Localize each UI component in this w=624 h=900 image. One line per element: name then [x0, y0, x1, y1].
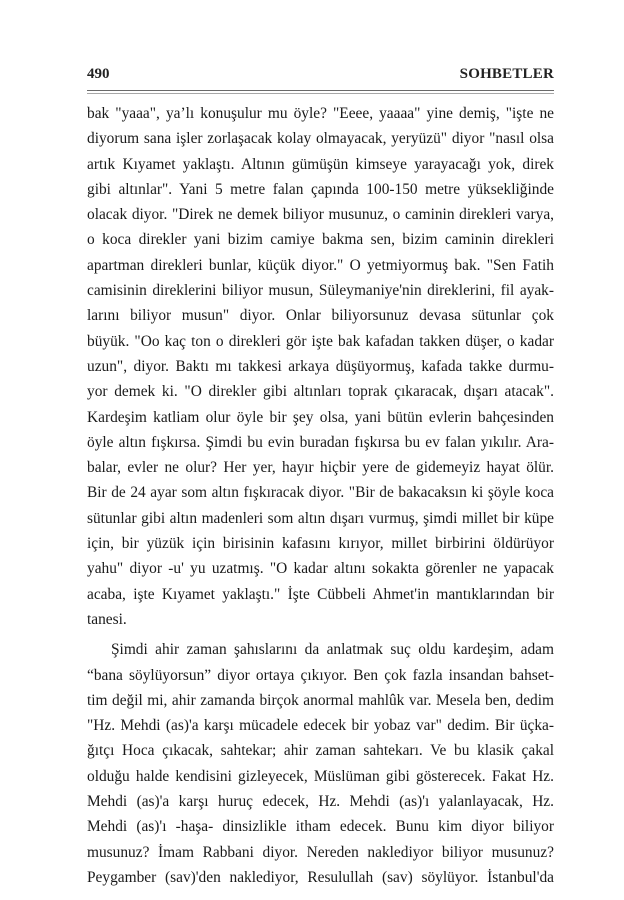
text-line: sütunlar gibi altın madenleri som altın dışarı vurmuş, şimdi millet bir küpe [87, 509, 554, 527]
text-line: “bana söylüyorsun” diyor ortaya çıkıyor. Ben çok fazla insandan bahset- [87, 666, 554, 684]
text-line: büyük. "Oo kaç ton o direkleri gör işte bak kafadan takken düşer, o kadar [87, 332, 554, 350]
text-line: olacak diyor. "Direk ne demek biliyor musunuz, o caminin direkleri varya, [87, 206, 554, 224]
text-line: tim değil mi, ahir zamanda birçok anormal mahlûk var. Mesela ben, dedim [87, 691, 554, 709]
text-line: Kardeşim katliam olur öyle bir şey olsa, yani bütün evlerin bahçesinden [87, 408, 554, 426]
text-line: Şimdi ahir zaman şahıslarını da anlatmak suç oldu kardeşim, adam [111, 641, 554, 659]
text-line: olduğu halde kendisini gizleyecek, Müslüman gibi gösterecek. Fakat Hz. [87, 767, 554, 785]
text-line: bak "yaaa", ya’lı konuşulur mu öyle? "Eeee, yaaaa" yine demiş, "işte ne [87, 105, 554, 122]
text-line: ğıtçı Hoca çıkacak, sahtekar; ahir zaman sahtekarı. Ve bu klasik çakal [87, 742, 554, 760]
text-line: apartman direkleri bunlar, küçük diyor." O yetmiyormuş bak. "Sen Fatih [87, 256, 554, 274]
text-line: öyle altın fışkırsa. Şimdi bu evin buradan fışkırsa bu ev falan yıkılır. Ara- [87, 433, 554, 451]
text-line: yor demek ki. "O direkler gibi altınları toprak çıkaracak, dışarı atacak". [87, 383, 554, 401]
text-line: yahu" diyor -u' yu uzatmış. "O kadar altını sokakta görenler ne yapacak [87, 560, 554, 578]
page-number: 490 [87, 66, 110, 82]
text-line: uzun", diyor. Baktı mı takkesi arkaya düşüyormuş, kafada takke durmu- [87, 357, 554, 375]
text-line: Bir de 24 ayar som altın fışkıracak diyor. "Bir de bakacaksın ki şöyle koca [87, 484, 554, 502]
running-head [87, 66, 554, 86]
text-line: Mehdi (as)'a karşı huruç edecek, Hz. Mehdi (as)'ı yalanlayacak, Hz. [87, 793, 554, 811]
text-line: o koca direkler yani bizim camiye bakma sen, bizim caminin direkleri [87, 231, 554, 249]
text-line: Mehdi (as)'ı -haşa- dinsizlikle itham edecek. Bunu kim diyor biliyor [87, 818, 554, 836]
body-text [87, 101, 554, 890]
text-line: için, bir yüzük için birisinin kafasını kırıyor, millet birbirini öldürüyor [87, 535, 554, 553]
text-line: Peygamber (sav)'den naklediyor, Resulullah (sav) söylüyor. İstanbul'da [87, 868, 554, 886]
text-line: artık Kıyamet yaklaştı. Altının gümüşün kimseye yarayacağı yok, direk [87, 155, 554, 173]
text-line: camisinin direklerini biliyor musun, Süleymaniye'nin direklerini, fil ayak- [87, 282, 554, 300]
header-rule-secondary [87, 93, 554, 94]
paragraph-1 [87, 101, 554, 632]
header-rule [87, 90, 554, 91]
text-line: gibi altınlar". Yani 5 metre falan çapında 100-150 metre yüksekliğinde [87, 180, 554, 198]
text-line: "Hz. Mehdi (as)'a karşı mücadele edecek bir yobaz var" dedim. Bir üçka- [87, 717, 554, 735]
text-line: acaba, işte Kıyamet yaklaştı." İşte Cübbeli Ahmet'in mantıklarından bir [87, 585, 554, 603]
text-line: larını biliyor musun" diyor. Onlar biliyorsunuz devasa sütunlar çok [87, 307, 554, 325]
paragraph-2 [87, 637, 554, 890]
section-title: SOHBETLER [459, 66, 554, 82]
text-line: tanesi. [87, 610, 127, 628]
text-line: musunuz? İmam Rabbani diyor. Nereden naklediyor biliyor musunuz? [87, 843, 554, 861]
text-line: balar, evler ne olur? Her yer, hayır hiçbir yere de gidemeyiz hayat ölür. [87, 459, 554, 477]
text-line: diyorum sana işler zorlaşacak kolay olmayacak, yeryüzü" diyor "nasıl olsa [87, 130, 554, 148]
